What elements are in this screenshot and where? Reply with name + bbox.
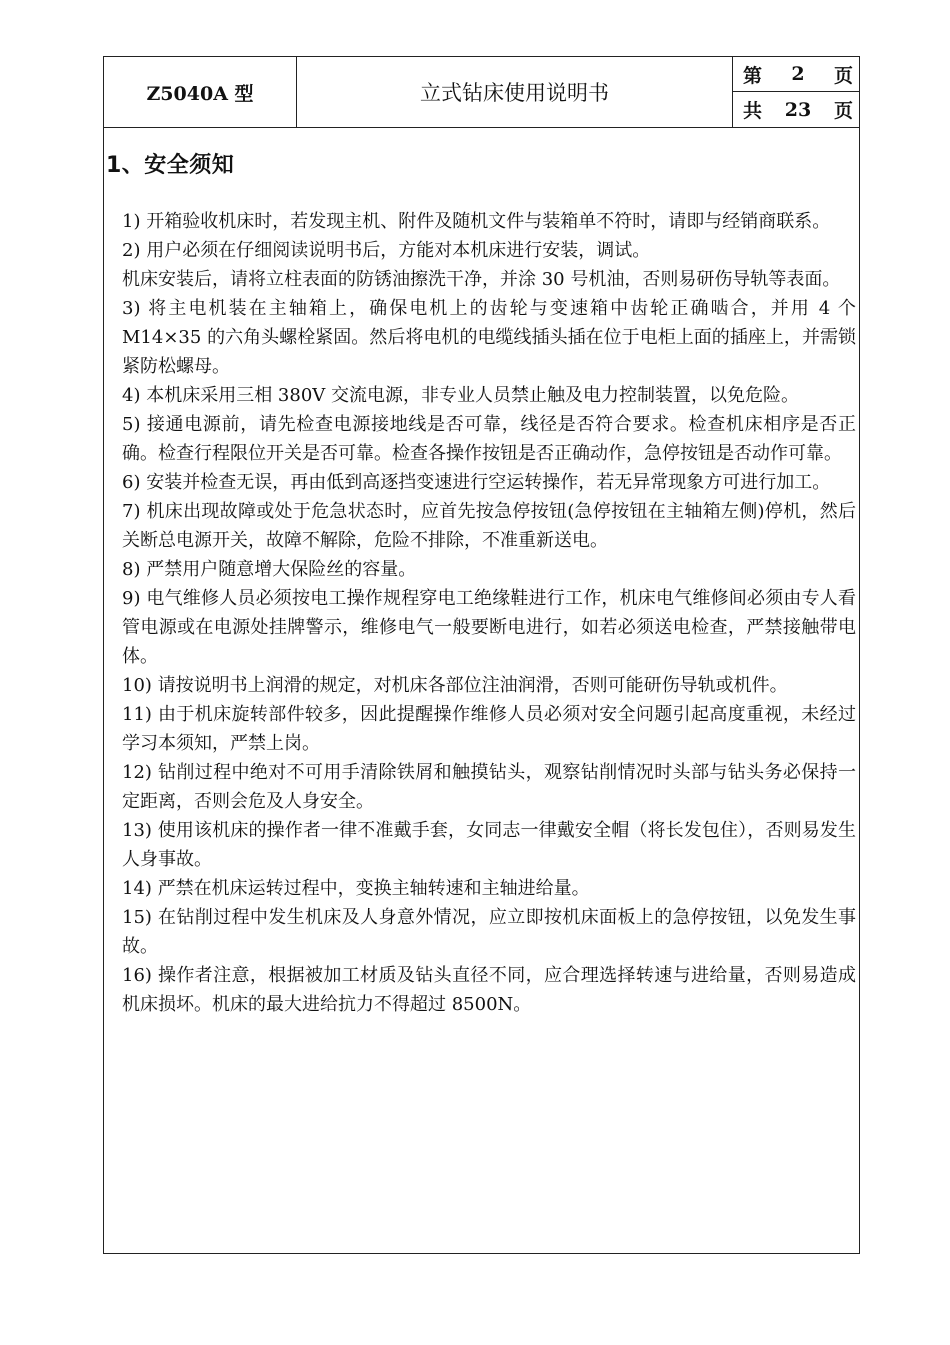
paragraph: 6) 安装并检查无误，再由低到高逐挡变速进行空运转操作，若无异常现象方可进行加工。 bbox=[122, 472, 831, 493]
page-label: 第 bbox=[743, 64, 763, 87]
paragraph: 11) 由于机床旋转部件较多，因此提醒操作维修人员必须对安全问题引起高度重视，未经过学习本须知，严禁上岗。 bbox=[122, 704, 856, 754]
paragraph: 9) 电气维修人员必须按电工操作规程穿电工绝缘鞋进行工作，机床电气维修间必须由专人看管电源或在电源处挂牌警示，维修电气一般要断电进行，如若必须送电检查，严禁接触带电体。 bbox=[122, 588, 856, 667]
paragraph: 15) 在钻削过程中发生机床及人身意外情况，应立即按机床面板上的急停按钮，以免发生事故。 bbox=[122, 907, 856, 957]
document-header bbox=[104, 57, 859, 128]
section-title: 1、安全须知 bbox=[106, 153, 235, 178]
total-label: 共 bbox=[743, 100, 763, 122]
total-pages-row bbox=[733, 92, 859, 127]
paragraph: 12) 钻削过程中绝对不可用手清除铁屑和触摸钻头，观察钻削情况时头部与钻头务必保持一定距离，否则会危及人身安全。 bbox=[122, 762, 856, 812]
paragraph: 10) 请按说明书上润滑的规定，对机床各部位注油润滑，否则可能研伤导轨或机件。 bbox=[122, 675, 788, 696]
paragraph: 2) 用户必须在仔细阅读说明书后，方能对本机床进行安装，调试。 bbox=[122, 240, 651, 261]
total-pages: 23 bbox=[784, 98, 812, 121]
paragraph: 4) 本机床采用三相 380V 交流电源，非专业人员禁止触及电力控制装置，以免危险。 bbox=[122, 385, 799, 406]
model-number: Z5040A 型 bbox=[104, 57, 297, 127]
paragraph: 7) 机床出现故障或处于危急状态时，应首先按急停按钮(急停按钮在主轴箱左侧)停机，然后关断总电源开关，故障不解除，危险不排除，不准重新送电。 bbox=[122, 501, 856, 551]
paragraph: 16) 操作者注意，根据被加工材质及钻头直径不同，应合理选择转速与进给量，否则易造成机床损坏。机床的最大进给抗力不得超过 8500N。 bbox=[122, 965, 856, 1015]
document-title: 立式钻床使用说明书 bbox=[297, 57, 733, 127]
paragraph: 3) 将主电机装在主轴箱上，确保电机上的齿轮与变速箱中齿轮正确啮合，并用 4 个 M14×35 的六角头螺栓紧固。然后将电机的电缆线插头插在位于电柜上面的插座上，并需锁紧防松螺母。 bbox=[122, 298, 856, 377]
paragraph: 14) 严禁在机床运转过程中，变换主轴转速和主轴进给量。 bbox=[122, 878, 590, 899]
safety-notes bbox=[122, 207, 856, 1019]
paragraph: 13) 使用该机床的操作者一律不准戴手套，女同志一律戴安全帽（将长发包住），否则易发生人身事故。 bbox=[122, 820, 856, 870]
page-info bbox=[733, 57, 859, 127]
paragraph: 8) 严禁用户随意增大保险丝的容量。 bbox=[122, 559, 417, 580]
page-number-row bbox=[733, 57, 859, 92]
paragraph: 5) 接通电源前，请先检查电源接地线是否可靠，线径是否符合要求。检查机床相序是否正确。检查行程限位开关是否可靠。检查各操作按钮是否正确动作，急停按钮是否动作可靠。 bbox=[122, 414, 856, 464]
page-number: 2 bbox=[791, 63, 805, 85]
document-frame bbox=[103, 56, 860, 1254]
total-unit: 页 bbox=[833, 100, 853, 122]
paragraph: 1) 开箱验收机床时，若发现主机、附件及随机文件与装箱单不符时，请即与经销商联系。 bbox=[122, 211, 831, 232]
page-unit: 页 bbox=[833, 64, 853, 87]
paragraph: 机床安装后，请将立柱表面的防锈油擦洗干净，并涂 30 号机油，否则易研伤导轨等表面。 bbox=[122, 269, 841, 290]
